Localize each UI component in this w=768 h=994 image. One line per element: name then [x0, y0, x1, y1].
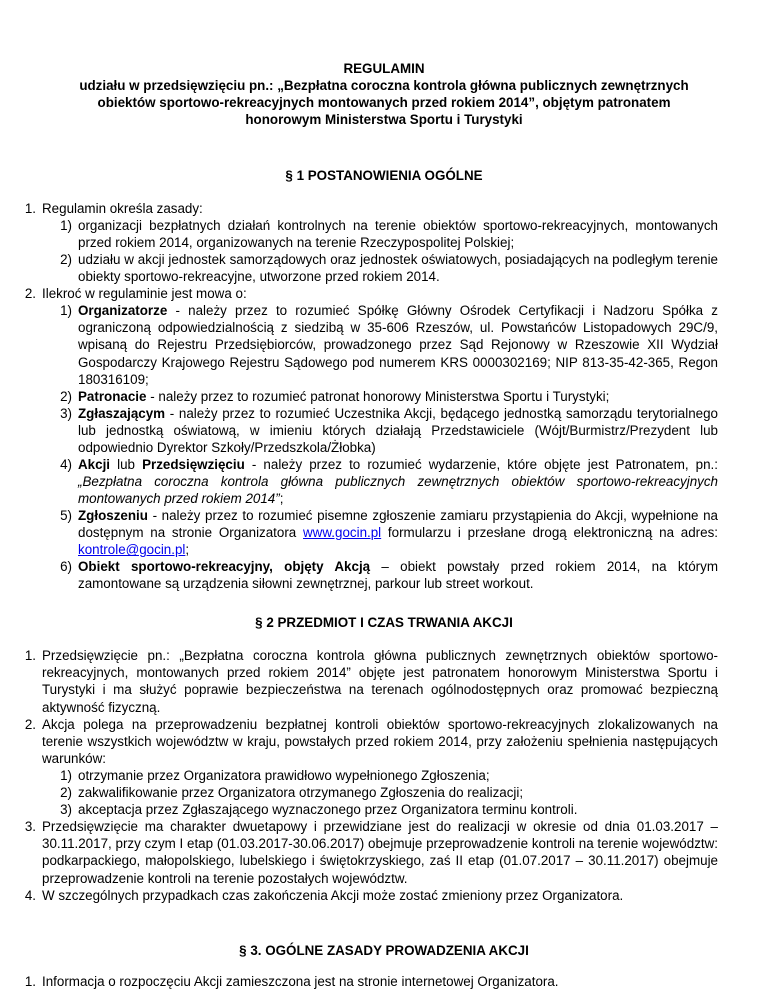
defined-term: Akcji — [78, 457, 111, 472]
list-item — [24, 973, 718, 990]
title-line: honorowym Ministerstwa Sportu i Turystyki — [245, 112, 523, 127]
sub-item-text: formularzu i przesłane drogą elektroniczną na adres: — [381, 525, 718, 541]
item-text: Ilekroć w regulaminie jest mowa o: — [42, 286, 247, 301]
list-item — [24, 716, 718, 768]
website-link[interactable]: www.gocin.pl — [303, 525, 382, 541]
sub-item-number: 4) — [60, 457, 72, 472]
sub-item — [60, 507, 718, 559]
sub-item-text: lub — [110, 457, 143, 472]
title-line: REGULAMIN — [343, 61, 425, 76]
sub-item — [60, 302, 718, 388]
item-text: Informacja o rozpoczęciu Akcji zamieszczona jest na stronie internetowej Organizatora. — [42, 974, 559, 989]
sub-item — [60, 784, 718, 801]
defined-term: Zgłoszeniu — [78, 508, 148, 523]
defined-term: Przedsięwzięciu — [142, 457, 245, 472]
sub-item — [60, 388, 718, 405]
sub-item-text: otrzymanie przez Organizatora prawidłowo wypełnionego Zgłoszenia; — [78, 768, 490, 783]
sub-item — [60, 558, 718, 592]
section-heading: § 3. OGÓLNE ZASADY PROWADZENIA AKCJI — [239, 943, 529, 958]
punctuation: ; — [185, 542, 190, 558]
sub-item-number: 3) — [60, 802, 72, 817]
sub-item-number: 1) — [60, 218, 72, 233]
defined-term: Zgłaszającym — [78, 406, 166, 421]
item-text: W szczególnych przypadkach czas zakończenia Akcji może zostać zmieniony przez Organizatora. — [42, 888, 624, 903]
item-number: 1. — [24, 648, 36, 663]
sub-item-text: - należy przez to rozumieć patronat honorowy Ministerstwa Sportu i Turystyki; — [146, 389, 610, 404]
action-name-italic: „Bezpłatna coroczna kontrola główna publicznych zewnętrznych obiektów sportowo-rekreacyjnych montowanych przed rokiem 2014” — [78, 474, 718, 507]
list-item — [24, 285, 718, 302]
item-number: 4. — [24, 888, 36, 903]
item-number: 2. — [24, 286, 36, 301]
item-number: 3. — [24, 819, 36, 834]
item-text: Przedsięwzięcie ma charakter dwuetapowy i przewidziane jest do realizacji w okresie od dnia 01.03.2017 – 30.11.2017, przy czym I etap (01.03.2017-30.06.2017) obejmuje przeprowadzenie kontroli na terenie województw: podkarpackiego, małopolskiego, lubelskiego i świętokrzyskiego, zaś II etap (01.07.2017 – 30.11.2017) obejmuje przeprowadzenie kontroli na terenie pozostałych województw. — [42, 819, 718, 886]
sub-item-text: organizacji bezpłatnych działań kontrolnych na terenie obiektów sportowo-rekreacyjnych, montowanych przed rokiem 2014, organizowanych na terenie Rzeczypospolitej Polskiej; — [78, 218, 718, 251]
sub-item — [60, 801, 718, 818]
list-item — [24, 200, 718, 217]
item-text: Przedsięwzięcie pn.: „Bezpłatna coroczna kontrola główna publicznych zewnętrznych obiektów sportowo-rekreacyjnych, montowanych przed rokiem 2014” objęte jest patronatem honorowym Ministerstwa Sportu i Turystyki i ma służyć poprawie bezpieczeństwa na terenach ogólnodostępnych oraz promować bezpieczną aktywność fizyczną. — [42, 648, 718, 715]
sub-item-text: - należy przez to rozumieć wydarzenie, które objęte jest Patronatem, pn.: — [244, 457, 718, 472]
sub-item-number: 6) — [60, 559, 72, 574]
sub-item-text: - należy przez to rozumieć Spółkę Główny Ośrodek Certyfikacji i Nadzoru Spółka z ograniczoną odpowiedzialnością z siedzibą w 35-606 Rzeszów, ul. Powstańców Listopadowych 29C/9, wpisaną do Rejestru Przedsiębiorców, prowadzonego przez Sąd Rejonowy w Rzeszowie XII Wydział Gospodarczy Krajowego Rejestru Sądowego pod numerem KRS 0000302169; NIP 813-35-42-365, Regon 180316109; — [78, 303, 718, 387]
sub-item-number: 3) — [60, 406, 72, 421]
title-line: obiektów sportowo-rekreacyjnych montowanych przed rokiem 2014”, objętym patronatem — [97, 95, 671, 110]
sub-item-text: zakwalifikowanie przez Organizatora otrzymanego Zgłoszenia do realizacji; — [78, 785, 524, 800]
defined-term: Patronacie — [78, 389, 147, 404]
sub-item — [60, 456, 718, 508]
punctuation: ; — [279, 491, 284, 507]
item-text: Regulamin określa zasady: — [42, 201, 203, 216]
item-number: 1. — [24, 201, 36, 216]
list-item — [24, 887, 718, 904]
sub-item-number: 2) — [60, 389, 72, 404]
sub-item-number: 1) — [60, 768, 72, 783]
sub-item — [60, 767, 718, 784]
title-line: udziału w przedsięwzięciu pn.: „Bezpłatna coroczna kontrola główna publicznych zewnętrznych — [79, 78, 689, 93]
section-heading: § 2 PRZEDMIOT I CZAS TRWANIA AKCJI — [255, 615, 513, 630]
sub-item-text: – obiekt powstały przed rokiem 2014, na którym zamontowane są urządzenia siłowni zewnętrznej, parkour lub street workout. — [78, 559, 718, 592]
sub-item — [60, 251, 718, 285]
sub-item-text: udziału w akcji jednostek samorządowych oraz jednostek oświatowych, posiadających na podległym terenie obiekty sportowo-rekreacyjne, utworzone przed rokiem 2014. — [78, 252, 718, 285]
defined-term: Organizatorze — [78, 303, 168, 318]
document-title — [20, 60, 748, 128]
list-item — [24, 647, 718, 716]
sub-item-number: 1) — [60, 303, 72, 318]
sub-item-text: - należy przez to rozumieć pisemne zgłoszenie zamiaru przystąpienia do Akcji, wypełnione na dostępnym na stronie Organizatora — [78, 508, 718, 541]
sub-item-number: 5) — [60, 508, 72, 523]
item-text: Akcja polega na przeprowadzeniu bezpłatnej kontroli obiektów sportowo-rekreacyjnych zlokalizowanych na terenie wszystkich województw w kraju, powstałych przed rokiem 2014, przy założeniu spełnienia następujących warunków: — [42, 717, 718, 767]
sub-item-number: 2) — [60, 785, 72, 800]
sub-item — [60, 405, 718, 457]
sub-item — [60, 217, 718, 251]
sub-item-number: 2) — [60, 252, 72, 267]
item-number: 2. — [24, 717, 36, 732]
sub-item-text: akceptacja przez Zgłaszającego wyznaczonego przez Organizatora terminu kontroli. — [78, 802, 578, 817]
defined-term: Obiekt sportowo-rekreacyjny, objęty Akcją — [78, 559, 371, 574]
sub-item-text: - należy przez to rozumieć Uczestnika Akcji, będącego jednostką samorządu terytorialnego lub jednostką oświatową, w imieniu których działają Przedstawiciele (Wójt/Burmistrz/Prezydent lub odpowiednio Dyrektor Szkoły/Przedszkola/Żłobka) — [78, 406, 718, 456]
section-heading: § 1 POSTANOWIENIA OGÓLNE — [285, 168, 483, 183]
item-number: 1. — [24, 974, 36, 989]
list-item — [24, 818, 718, 887]
email-link[interactable]: kontrole@gocin.pl — [78, 542, 186, 558]
